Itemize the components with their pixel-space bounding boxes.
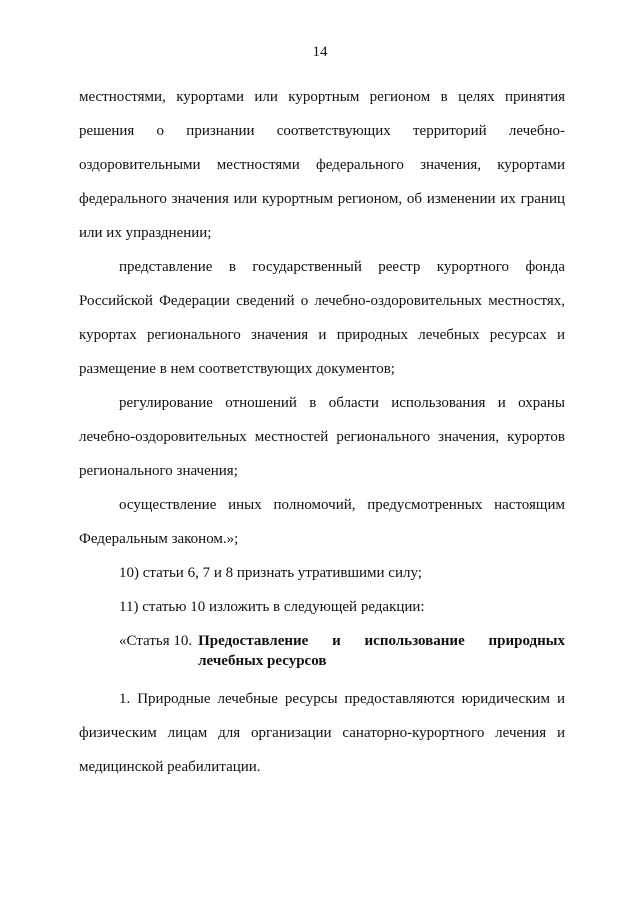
document-body <box>79 80 565 784</box>
paragraph-regulation: регулирование отношений в области использования и охраны лечебно-оздоровительных местностей регионального значения, курортов регионального значения; <box>79 395 565 479</box>
page-number: 14 <box>312 44 328 60</box>
paragraph-registry: представление в государственный реестр курортного фонда Российской Федерации сведений о лечебно-оздоровительных местностях, курортах регионального значения и природных лечебных ресурсах и размещение в нем соответствующих документов; <box>79 259 565 377</box>
article-number: «Статья 10. <box>119 633 193 649</box>
article-heading <box>79 631 565 671</box>
article-title-line-1: Предоставление и использование природных <box>198 633 565 649</box>
paragraph-item-10: 10) статьи 6, 7 и 8 признать утратившими силу; <box>119 565 422 581</box>
paragraph-item-11: 11) статью 10 изложить в следующей редакции: <box>119 599 425 615</box>
paragraph-continuation: местностями, курортами или курортным регионом в целях принятия решения о признании соответствующих территорий лечебно-оздоровительными местностями федерального значения, курортами федерального значения или курортным регионом, об изменении их границ или их упразднении; <box>79 89 565 241</box>
paragraph-article-10-clause-1: 1. Природные лечебные ресурсы предоставляются юридическим и физическим лицам для организации санаторно-курортного лечения и медицинской реабилитации. <box>79 691 565 775</box>
article-title-line-2: лечебных ресурсов <box>198 653 327 669</box>
paragraph-other-powers: осуществление иных полномочий, предусмотренных настоящим Федеральным законом.»; <box>79 497 565 547</box>
article-title <box>198 631 565 671</box>
